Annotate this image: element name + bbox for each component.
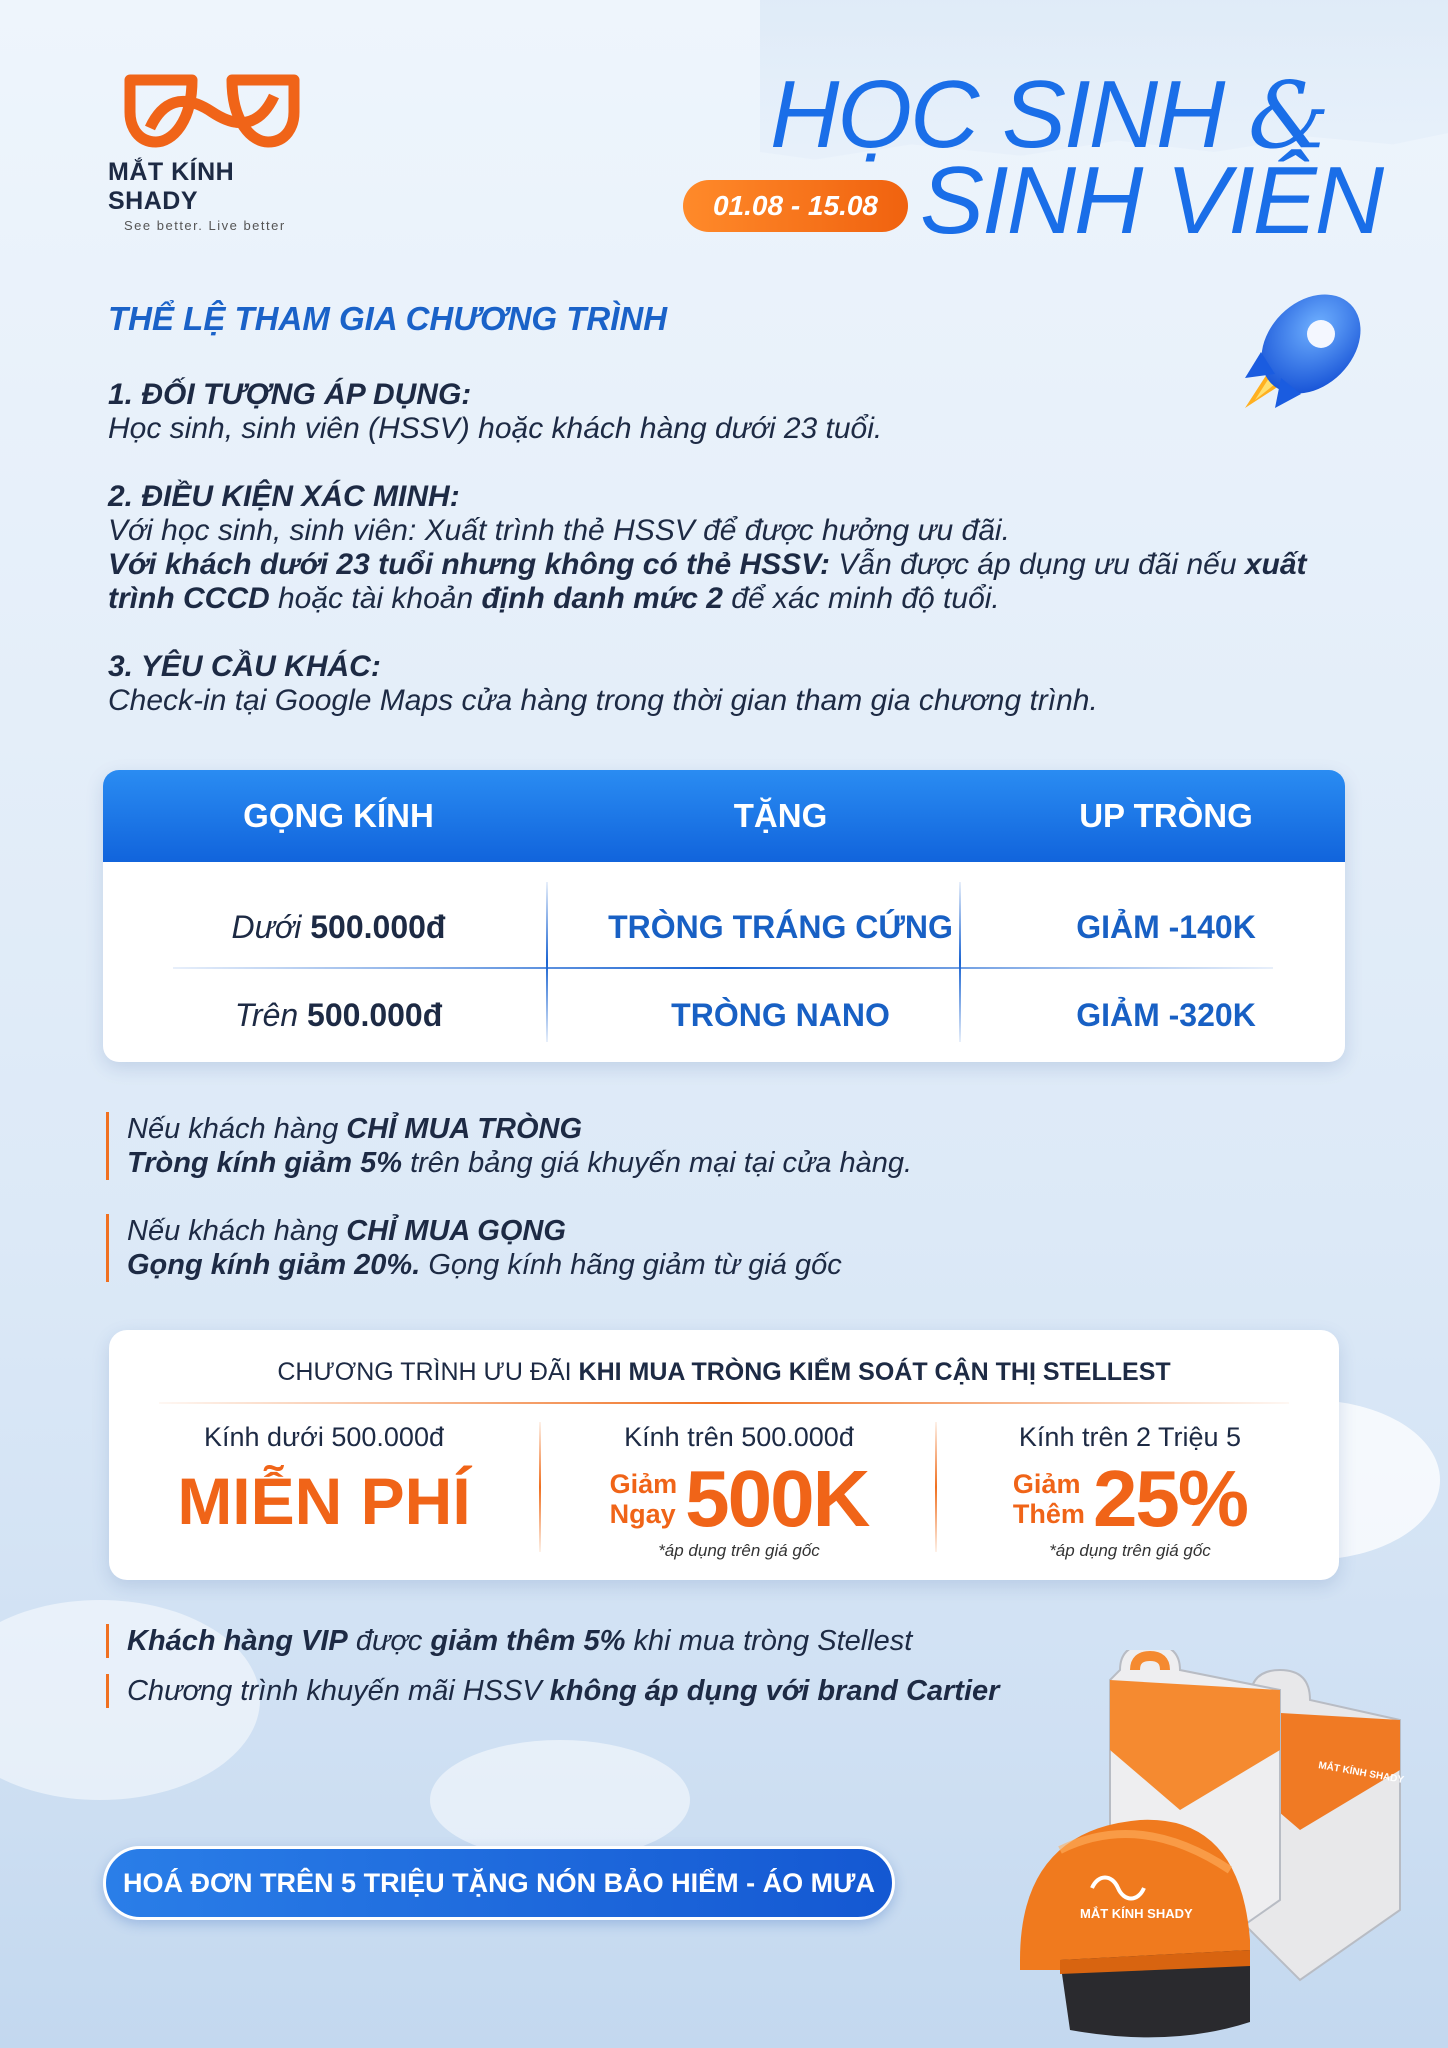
rule-2: [108, 480, 1307, 616]
tier-promo: Giảm Thêm 25%: [1012, 1454, 1248, 1543]
stellest-offer-card: [109, 1330, 1339, 1580]
rule-2-title: 2. ĐIỀU KIỆN XÁC MINH:: [108, 480, 460, 513]
rule-1-title: 1. ĐỐI TƯỢNG ÁP DỤNG:: [108, 378, 472, 411]
rule-2-line2: Với khách dưới 23 tuổi nhưng không có thẻ HSSV: Vẫn được áp dụng ưu đãi nếu xuất: [108, 548, 1307, 581]
title-hoc-sinh: HỌC SINH: [770, 61, 1224, 168]
header-frame: GỌNG KÍNH: [243, 797, 434, 834]
campaign-title-line2: SINH VIÊN: [920, 147, 1383, 254]
stellest-tier-1: [139, 1422, 509, 1539]
upgrade-value: GIẢM -140K: [1076, 908, 1256, 945]
tier-promo: Giảm Ngay 500K: [609, 1454, 869, 1543]
stellest-tier-3: [945, 1422, 1315, 1561]
rule-2-line1: Với học sinh, sinh viên: Xuất trình thẻ HSSV để được hưởng ưu đãi.: [108, 514, 1010, 547]
gift-value: TRÒNG TRÁNG CỨNG: [608, 908, 953, 945]
brand-tagline: See better. Live better: [124, 218, 286, 233]
column-divider: [539, 1422, 541, 1552]
rule-3-text: Check-in tại Google Maps cửa hàng trong thời gian tham gia chương trình.: [108, 684, 1098, 717]
column-divider: [935, 1422, 937, 1552]
rules-heading: THỂ LỆ THAM GIA CHƯƠNG TRÌNH: [108, 300, 668, 337]
table-row: [103, 882, 1345, 972]
divider: [159, 1402, 1289, 1404]
tier-value: MIỄN PHÍ: [177, 1464, 471, 1538]
rule-1: [108, 378, 882, 446]
frame-price: Dưới 500.000đ: [231, 908, 446, 945]
header-upgrade: UP TRÒNG: [1079, 797, 1253, 834]
stellest-title: CHƯƠNG TRÌNH ƯU ĐÃI KHI MUA TRÒNG KIỂM SOÁT CẬN THỊ STELLEST: [277, 1358, 1171, 1386]
note-frame-only: Nếu khách hàng CHỈ MUA GỌNG Gọng kính giảm 20%. Gọng kính hãng giảm từ giá gốc: [106, 1214, 842, 1282]
tier-footnote: *áp dụng trên giá gốc: [1049, 1541, 1211, 1560]
table-row: [103, 970, 1345, 1060]
offer-table-header: [103, 770, 1345, 862]
stellest-tier-2: [549, 1422, 929, 1561]
column-divider: [959, 882, 961, 1042]
upgrade-value: GIẢM -320K: [1076, 996, 1256, 1033]
rule-3-title: 3. YÊU CẦU KHÁC:: [108, 650, 381, 683]
brand-logo: [108, 72, 328, 233]
title-ampersand: &: [1248, 62, 1328, 169]
tier-label: Kính trên 500.000đ: [624, 1422, 854, 1452]
column-divider: [546, 882, 548, 1042]
date-range-badge: 01.08 - 15.08: [683, 180, 908, 232]
gift-value: TRÒNG NANO: [671, 996, 890, 1033]
note-vip: Khách hàng VIP được giảm thêm 5% khi mua tròng Stellest: [106, 1624, 912, 1658]
row-divider: [173, 967, 1273, 969]
offer-table: [103, 770, 1345, 1062]
helmet-icon: [1020, 1820, 1250, 2038]
rocket-icon: [1225, 278, 1375, 428]
frame-price: Trên 500.000đ: [234, 996, 443, 1033]
brand-name: MẮT KÍNH SHADY: [108, 158, 235, 215]
helmet-brand-text: MẮT KÍNH SHADY: [1080, 1906, 1193, 1921]
raincoat-brand-text: MẮT KÍNH SHADY: [1317, 1760, 1405, 1787]
tier-footnote: *áp dụng trên giá gốc: [658, 1541, 820, 1560]
rule-2-line3: trình CCCD hoặc tài khoản định danh mức 2 để xác minh độ tuổi.: [108, 582, 1000, 615]
tier-value: 500K: [685, 1454, 869, 1543]
tier-label: Kính trên 2 Triệu 5: [1018, 1422, 1242, 1452]
note-cartier: Chương trình khuyến mãi HSSV không áp dụng với brand Cartier: [106, 1674, 999, 1708]
tier-value: 25%: [1092, 1454, 1248, 1543]
tier-label: Kính dưới 500.000đ: [204, 1422, 444, 1452]
bonus-gift-banner: HOÁ ĐƠN TRÊN 5 TRIỆU TẶNG NÓN BẢO HIỂM - ÁO MƯA: [103, 1846, 895, 1920]
cloud-decoration: [430, 1740, 690, 1860]
gift-helmet-raincoat-illustration: [1000, 1650, 1440, 2048]
infinity-glasses-icon: [122, 72, 302, 152]
note-lens-only: Nếu khách hàng CHỈ MUA TRÒNG Tròng kính giảm 5% trên bảng giá khuyến mại tại cửa hàng.: [106, 1112, 912, 1180]
header-gift: TẶNG: [733, 797, 828, 834]
rule-1-text: Học sinh, sinh viên (HSSV) hoặc khách hàng dưới 23 tuổi.: [108, 412, 883, 445]
rule-3: [108, 650, 1098, 718]
